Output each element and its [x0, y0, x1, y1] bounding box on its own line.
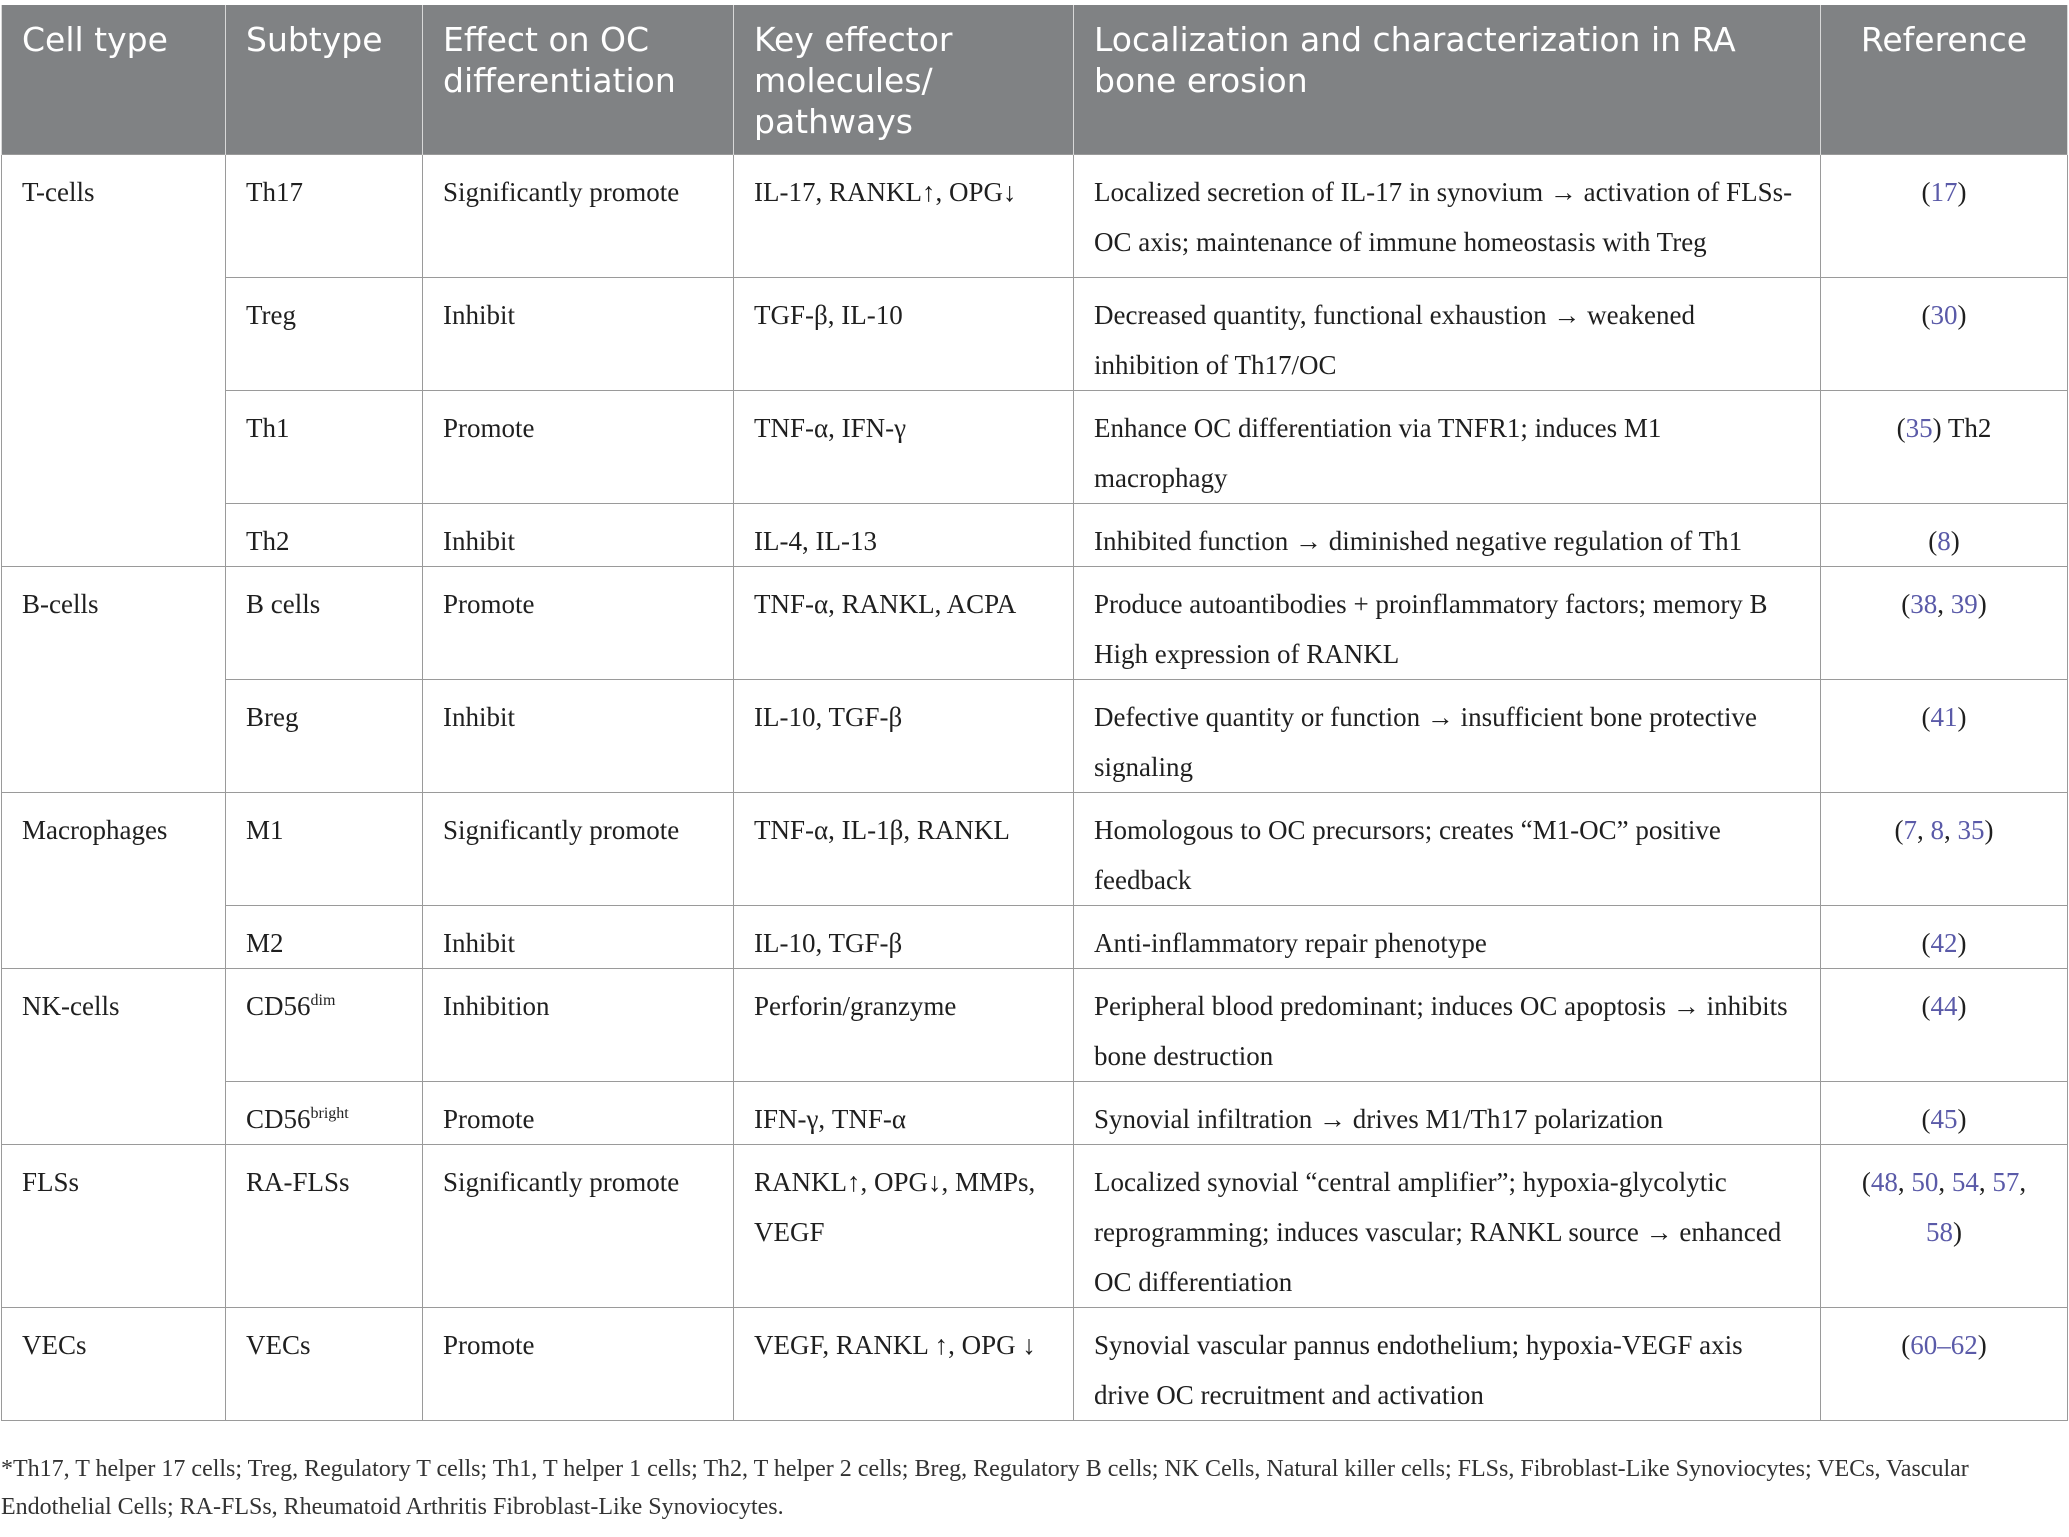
- reference-link[interactable]: 60–62: [1910, 1330, 1978, 1360]
- cell-type: T-cells: [2, 155, 226, 567]
- reference-link[interactable]: 58: [1926, 1217, 1953, 1247]
- effect-cell: Inhibit: [423, 906, 734, 969]
- reference-link[interactable]: 57: [1992, 1167, 2020, 1197]
- immune-cells-table: [1, 5, 2068, 1421]
- reference-link[interactable]: 30: [1930, 300, 1958, 330]
- subtype-cell: [226, 567, 423, 680]
- header-row: [2, 5, 2068, 155]
- table-row: [2, 680, 2068, 793]
- molecules-cell: IL-10, TGF-β: [734, 906, 1074, 969]
- molecules-cell: TNF-α, RANKL, ACPA: [734, 567, 1074, 680]
- table-row: [2, 793, 2068, 906]
- reference-cell: (42): [1821, 906, 2068, 969]
- reference-cell: (35) Th2: [1821, 391, 2068, 504]
- reference-link[interactable]: 17: [1930, 177, 1958, 207]
- subtype-text: Th17: [246, 177, 303, 207]
- cell-type: VECs: [2, 1308, 226, 1421]
- table-footnote: *Th17, T helper 17 cells; Treg, Regulatory T cells; Th1, T helper 1 cells; Th2, T helper 2 cells; Breg, Regulatory B cells; NK Cells, Natural killer cells; FLSs, Fibroblast-Like Synoviocytes; VECs, Vascular Endothelial Cells; RA-FLSs, Rheumatoid Arthritis Fibroblast-Like Synoviocytes.: [1, 1456, 1969, 1520]
- effect-cell: Promote: [423, 567, 734, 680]
- reference-cell: (45): [1821, 1082, 2068, 1145]
- table-row: [2, 155, 2068, 278]
- subtype-text: Treg: [246, 300, 297, 330]
- localization-cell: Enhance OC differentiation via TNFR1; induces M1 macrophagy: [1074, 391, 1821, 504]
- reference-link[interactable]: 48: [1870, 1167, 1898, 1197]
- subtype-text: M2: [246, 928, 284, 958]
- reference-link[interactable]: 41: [1930, 702, 1958, 732]
- subtype-cell: [226, 1308, 423, 1421]
- reference-link[interactable]: 42: [1930, 928, 1958, 958]
- effect-cell: Inhibit: [423, 504, 734, 567]
- cell-type: B-cells: [2, 567, 226, 793]
- table-row: [2, 567, 2068, 680]
- subtype-text: Breg: [246, 702, 299, 732]
- subtype-cell: [226, 391, 423, 504]
- subtype-cell: [226, 680, 423, 793]
- reference-cell: (60–62): [1821, 1308, 2068, 1421]
- reference-link[interactable]: 50: [1911, 1167, 1939, 1197]
- table-header: [2, 5, 2068, 155]
- effect-cell: Inhibition: [423, 969, 734, 1082]
- localization-cell: Localized synovial “central amplifier”; hypoxia-glycolytic reprogramming; induces vascular; RANKL source → enhanced OC differentiation: [1074, 1145, 1821, 1308]
- effect-cell: Inhibit: [423, 680, 734, 793]
- reference-cell: (48, 50, 54, 57, 58): [1821, 1145, 2068, 1308]
- reference-link[interactable]: 54: [1951, 1167, 1979, 1197]
- reference-suffix: Th2: [1941, 413, 1992, 443]
- molecules-cell: VEGF, RANKL ↑, OPG ↓: [734, 1308, 1074, 1421]
- localization-cell: Homologous to OC precursors; creates “M1-OC” positive feedback: [1074, 793, 1821, 906]
- reference-link[interactable]: 35: [1957, 815, 1985, 845]
- reference-link[interactable]: 38: [1910, 589, 1938, 619]
- table-body: [2, 155, 2068, 1421]
- subtype-cell: [226, 906, 423, 969]
- molecules-cell: TGF-β, IL-10: [734, 278, 1074, 391]
- reference-cell: (17): [1821, 155, 2068, 278]
- effect-cell: Significantly promote: [423, 155, 734, 278]
- header-localization: Localization and characterization in RA bone erosion: [1074, 5, 1821, 155]
- molecules-cell: IFN-γ, TNF-α: [734, 1082, 1074, 1145]
- subtype-text: Th1: [246, 413, 290, 443]
- subtype-text: M1: [246, 815, 284, 845]
- molecules-cell: RANKL↑, OPG↓, MMPs, VEGF: [734, 1145, 1074, 1308]
- molecules-cell: IL-17, RANKL↑, OPG↓: [734, 155, 1074, 278]
- localization-cell: Decreased quantity, functional exhaustion → weakened inhibition of Th17/OC: [1074, 278, 1821, 391]
- subtype-cell: [226, 504, 423, 567]
- reference-cell: (44): [1821, 969, 2068, 1082]
- molecules-cell: TNF-α, IFN-γ: [734, 391, 1074, 504]
- reference-link[interactable]: 7: [1903, 815, 1917, 845]
- reference-cell: (8): [1821, 504, 2068, 567]
- reference-link[interactable]: 45: [1930, 1104, 1958, 1134]
- subtype-text: VECs: [246, 1330, 311, 1360]
- reference-link[interactable]: 35: [1905, 413, 1933, 443]
- header-molecules: Key effector molecules/ pathways: [734, 5, 1074, 155]
- cell-type: NK-cells: [2, 969, 226, 1145]
- reference-link[interactable]: 8: [1930, 815, 1944, 845]
- subtype-cell: [226, 793, 423, 906]
- localization-cell: Peripheral blood predominant; induces OC apoptosis → inhibits bone destruction: [1074, 969, 1821, 1082]
- reference-cell: (38, 39): [1821, 567, 2068, 680]
- subtype-text: CD56: [246, 1104, 311, 1134]
- header-effect: Effect on OC differentiation: [423, 5, 734, 155]
- table-row: [2, 969, 2068, 1082]
- localization-cell: Synovial vascular pannus endothelium; hypoxia-VEGF axis drive OC recruitment and activation: [1074, 1308, 1821, 1421]
- localization-cell: Inhibited function → diminished negative regulation of Th1: [1074, 504, 1821, 567]
- subtype-superscript: bright: [310, 1105, 349, 1122]
- effect-cell: Promote: [423, 391, 734, 504]
- effect-cell: Promote: [423, 1082, 734, 1145]
- cell-type: Macrophages: [2, 793, 226, 969]
- subtype-cell: [226, 969, 423, 1082]
- subtype-cell: [226, 155, 423, 278]
- reference-link[interactable]: 39: [1950, 589, 1978, 619]
- molecules-cell: TNF-α, IL-1β, RANKL: [734, 793, 1074, 906]
- header-cell-type: Cell type: [2, 5, 226, 155]
- cell-type: FLSs: [2, 1145, 226, 1308]
- localization-cell: Produce autoantibodies + proinflammatory factors; memory B High expression of RANKL: [1074, 567, 1821, 680]
- reference-link[interactable]: 44: [1930, 991, 1958, 1021]
- subtype-text: Th2: [246, 526, 290, 556]
- table-row: [2, 391, 2068, 504]
- table-row: [2, 1308, 2068, 1421]
- subtype-cell: [226, 1145, 423, 1308]
- subtype-cell: [226, 1082, 423, 1145]
- effect-cell: Promote: [423, 1308, 734, 1421]
- localization-cell: Synovial infiltration → drives M1/Th17 polarization: [1074, 1082, 1821, 1145]
- table-row: [2, 504, 2068, 567]
- subtype-cell: [226, 278, 423, 391]
- effect-cell: Significantly promote: [423, 793, 734, 906]
- subtype-text: RA-FLSs: [246, 1167, 350, 1197]
- table-row: [2, 906, 2068, 969]
- reference-cell: (41): [1821, 680, 2068, 793]
- molecules-cell: IL-4, IL-13: [734, 504, 1074, 567]
- effect-cell: Significantly promote: [423, 1145, 734, 1308]
- molecules-cell: IL-10, TGF-β: [734, 680, 1074, 793]
- subtype-superscript: dim: [310, 992, 336, 1009]
- effect-cell: Inhibit: [423, 278, 734, 391]
- header-subtype: Subtype: [226, 5, 423, 155]
- table-row: [2, 278, 2068, 391]
- localization-cell: Anti-inflammatory repair phenotype: [1074, 906, 1821, 969]
- reference-cell: (7, 8, 35): [1821, 793, 2068, 906]
- table-row: [2, 1082, 2068, 1145]
- table-row: [2, 1145, 2068, 1308]
- localization-cell: Defective quantity or function → insufficient bone protective signaling: [1074, 680, 1821, 793]
- reference-cell: (30): [1821, 278, 2068, 391]
- reference-link[interactable]: 8: [1937, 526, 1951, 556]
- localization-cell: Localized secretion of IL-17 in synovium → activation of FLSs-OC axis; maintenance of immune homeostasis with Treg: [1074, 155, 1821, 278]
- header-reference: Reference: [1821, 5, 2068, 155]
- subtype-text: B cells: [246, 589, 321, 619]
- subtype-text: CD56: [246, 991, 311, 1021]
- molecules-cell: Perforin/granzyme: [734, 969, 1074, 1082]
